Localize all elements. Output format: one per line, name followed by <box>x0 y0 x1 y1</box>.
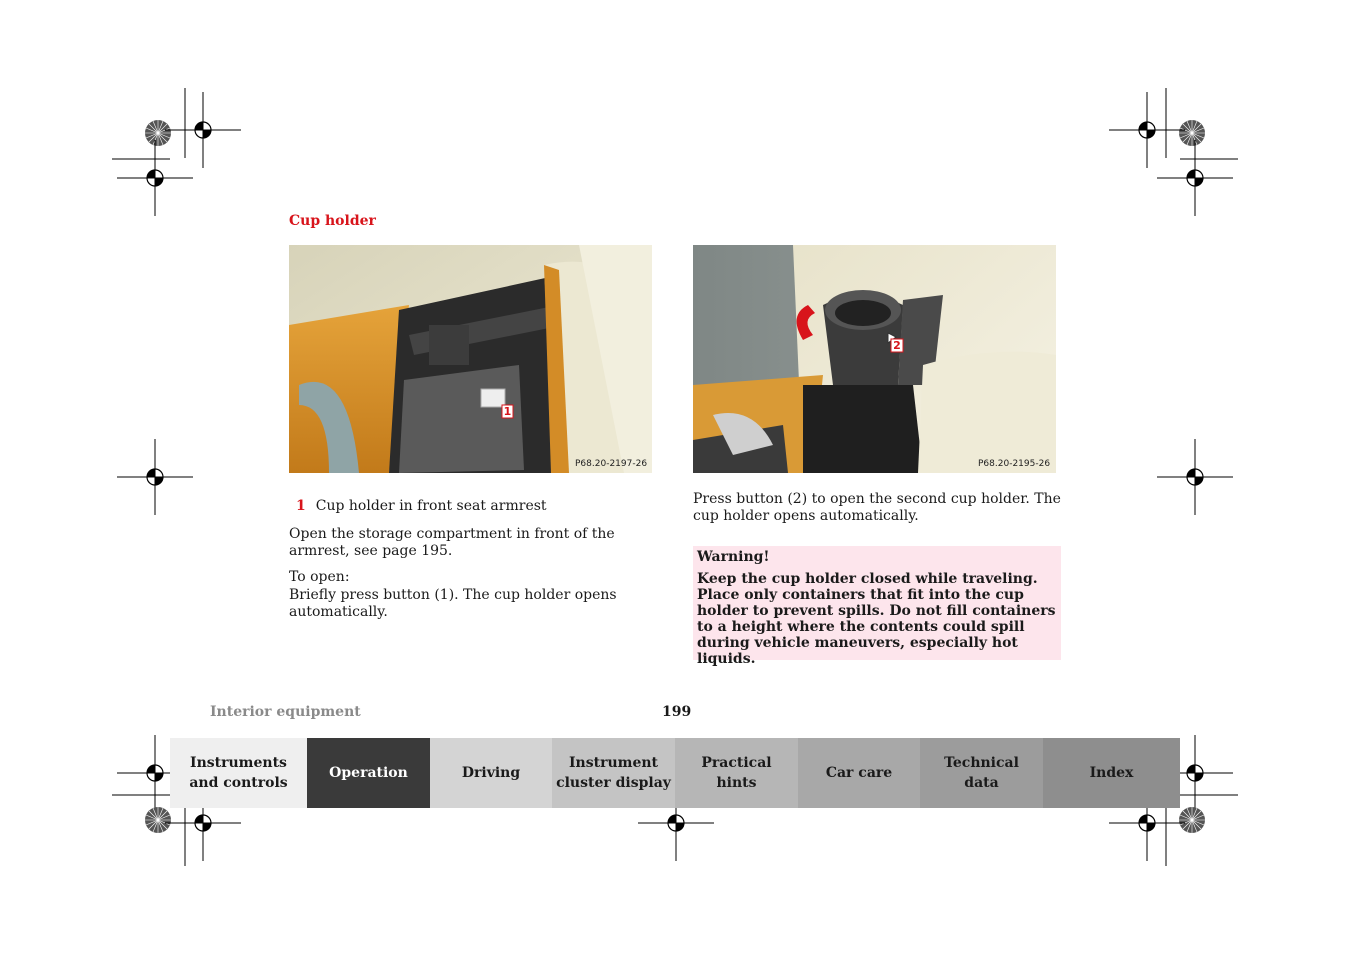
callout-1: 1 <box>503 405 512 418</box>
page-number: 199 <box>662 704 692 720</box>
chapter-nav <box>170 738 1180 808</box>
figure-illustration <box>289 245 652 473</box>
figure-code: P68.20-2197-26 <box>575 459 648 469</box>
tab-instrument-cluster-display[interactable] <box>552 738 675 808</box>
tab-instruments-and-controls[interactable] <box>170 738 307 808</box>
warning-title: Warning! <box>697 549 770 565</box>
tab-label: Instrument <box>569 755 658 771</box>
tab-label: Index <box>1089 765 1134 781</box>
warning-text: Keep the cup holder closed while traveling. Place only containers that fit into the cup holder to prevent spills. Do not fill containers to a height where the contents could spill during vehicle maneuvers, especially hot liquids. <box>697 571 1056 667</box>
tab-label: and controls <box>189 775 288 791</box>
tab-index[interactable] <box>1043 738 1180 808</box>
footer-section-name: Interior equipment <box>210 704 361 720</box>
figure-illustration <box>693 245 1056 473</box>
caption-text: Cup holder in front seat armrest <box>315 498 547 514</box>
figure-code: P68.20-2195-26 <box>978 459 1051 469</box>
tab-practical-hints[interactable] <box>675 738 798 808</box>
right-paragraph-1: Press button (2) to open the second cup holder. The cup holder opens automatically. <box>693 491 1061 524</box>
tab-label: Operation <box>329 765 408 781</box>
tab-technical-data[interactable] <box>920 738 1043 808</box>
tab-label: Practical hints <box>701 755 772 791</box>
tab-label: Instruments <box>190 755 287 771</box>
tab-label: Driving <box>461 765 521 781</box>
tab-label: data <box>964 775 999 791</box>
tab-car-care[interactable] <box>798 738 920 808</box>
tab-driving[interactable] <box>430 738 552 808</box>
warning-box <box>693 546 1061 667</box>
left-paragraph-1: Open the storage compartment in front of the armrest, see page 195. <box>289 526 615 559</box>
tab-operation[interactable] <box>307 738 430 808</box>
section-title: Cup holder <box>289 213 376 229</box>
figure-second-cup-holder <box>693 245 1056 473</box>
tab-label: Car care <box>825 765 893 781</box>
tab-label: Technical <box>944 755 1019 771</box>
figure-caption <box>296 498 547 514</box>
figure-armrest-cup-holder <box>289 245 652 473</box>
tab-label: cluster display <box>556 775 671 791</box>
callout-2: 2 <box>893 339 901 352</box>
left-paragraph-2: Briefly press button (1). The cup holder opens automatically. <box>289 587 617 620</box>
caption-number: 1 <box>296 498 306 514</box>
left-paragraph-2-heading: To open: <box>289 569 350 585</box>
